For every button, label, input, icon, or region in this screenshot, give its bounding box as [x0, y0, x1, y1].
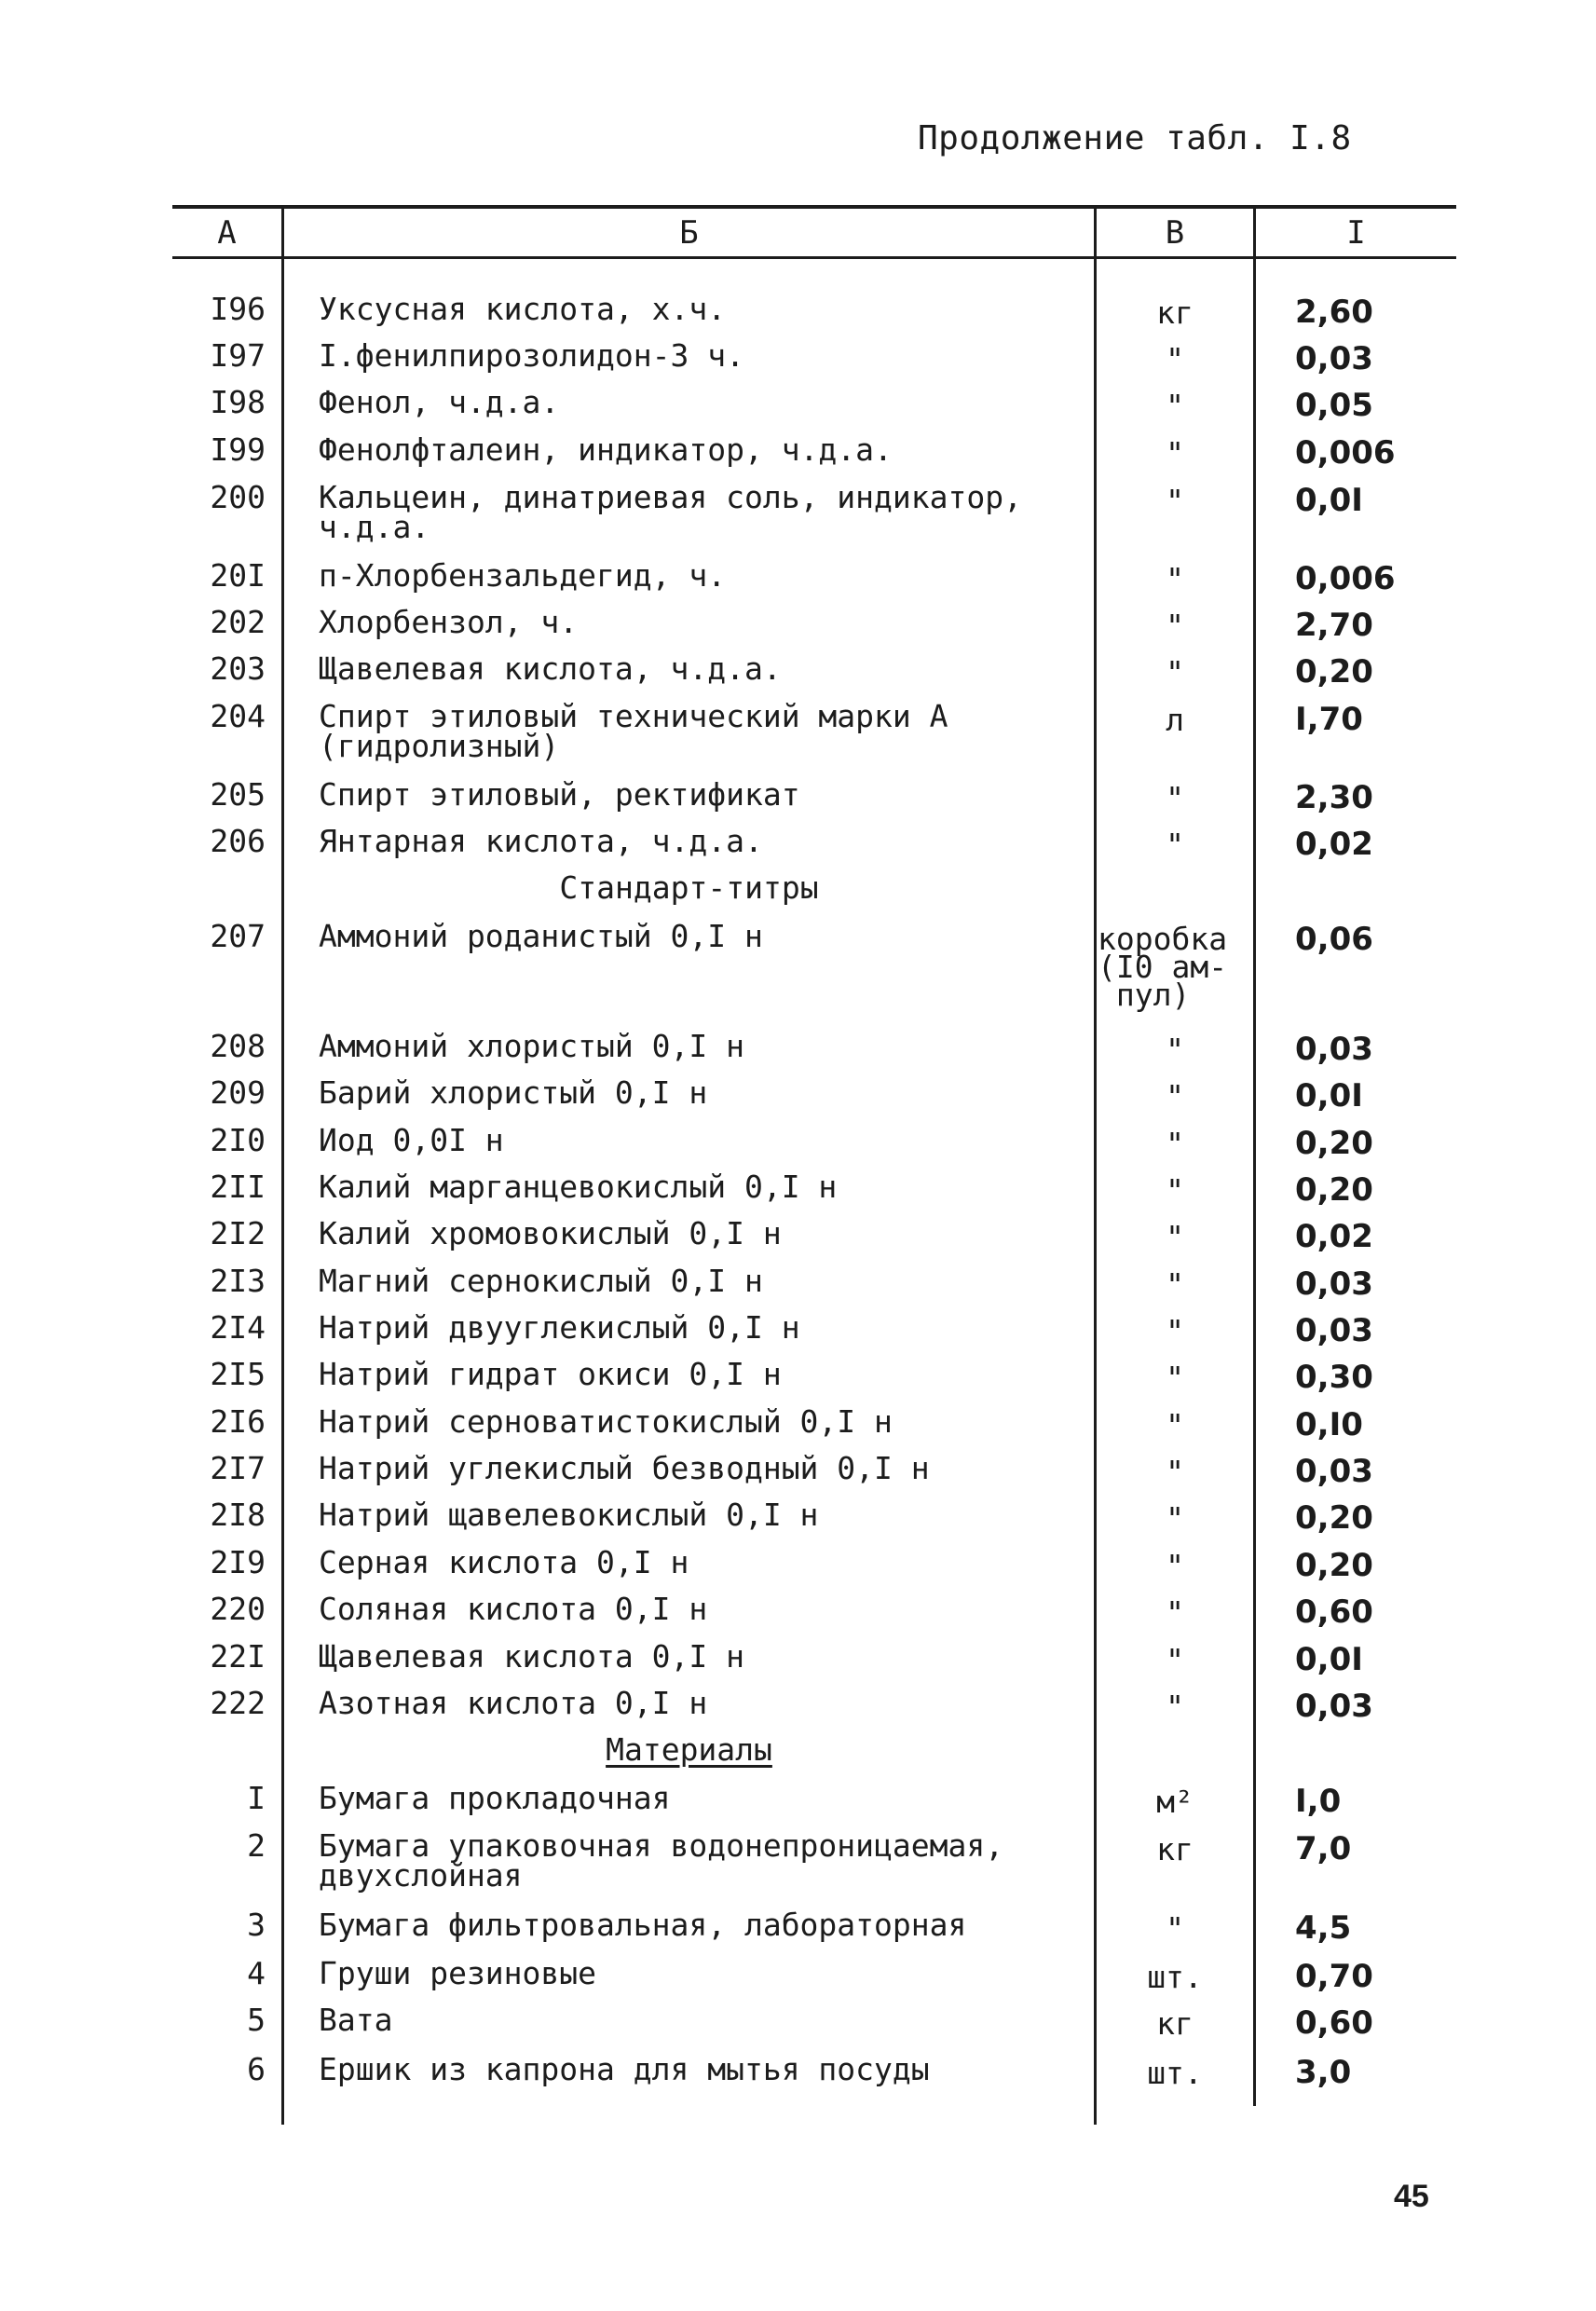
quantity-value: 7,0 — [1295, 1830, 1352, 1867]
item-name: Натрий двууглекислый 0,I н — [319, 1309, 800, 1346]
row-number: 208 — [210, 1028, 266, 1064]
item-name: Бумага прокладочная — [319, 1780, 671, 1816]
row-number: 204 — [210, 698, 266, 734]
row-number: 2I8 — [210, 1497, 266, 1533]
row-number: 2II — [210, 1169, 266, 1205]
row-number: 6 — [247, 2051, 266, 2087]
unit-cell: " — [1166, 1642, 1184, 1678]
row-number: I — [247, 1780, 266, 1816]
row-number: 2I5 — [210, 1356, 266, 1392]
table-caption: Продолжение табл. I.8 — [918, 119, 1352, 157]
unit-cell: " — [1166, 1689, 1184, 1725]
quantity-value: 2,30 — [1295, 779, 1373, 816]
table-header-rule — [172, 256, 1456, 259]
item-name: Иод 0,0I н — [319, 1122, 504, 1158]
unit-cell: " — [1166, 1910, 1184, 1947]
row-number: 2I6 — [210, 1403, 266, 1440]
quantity-value: 0,60 — [1295, 1593, 1373, 1631]
row-number: 207 — [210, 918, 266, 954]
item-name: Кальцеин, динатриевая соль, индикатор, ч.д.а. — [319, 479, 1022, 545]
row-number: I99 — [210, 431, 266, 468]
quantity-value: 0,70 — [1295, 1958, 1373, 1995]
unit-cell: " — [1166, 1454, 1184, 1490]
row-number: 4 — [247, 1955, 266, 1991]
quantity-value: 0,0I — [1295, 482, 1363, 519]
unit-cell: " — [1166, 780, 1184, 816]
item-name: Калий хромовокислый 0,I н — [319, 1215, 782, 1251]
item-name: Натрий гидрат окиси 0,I н — [319, 1356, 782, 1392]
unit-cell: " — [1166, 1078, 1184, 1114]
quantity-value: 0,20 — [1295, 1171, 1373, 1209]
unit-cell: " — [1166, 435, 1184, 472]
unit-cell: " — [1166, 608, 1184, 644]
table-top-rule — [172, 205, 1456, 209]
item-name: I.фенилпирозолидон-3 ч. — [319, 337, 744, 374]
column-header-c: В — [1165, 214, 1185, 252]
quantity-value: 0,03 — [1295, 1688, 1373, 1725]
section-heading: Стандарт-титры — [559, 869, 819, 906]
quantity-value: 0,03 — [1295, 340, 1373, 377]
unit-cell: " — [1166, 1172, 1184, 1209]
item-name: Соляная кислота 0,I н — [319, 1591, 708, 1627]
item-name: п-Хлорбензальдегид, ч. — [319, 557, 727, 594]
quantity-value: 0,20 — [1295, 653, 1373, 691]
item-name: Бумага фильтровальная, лабораторная — [319, 1907, 967, 1943]
page-number: 45 — [1394, 2179, 1429, 2214]
row-number: 205 — [210, 776, 266, 813]
unit-cell: " — [1166, 1313, 1184, 1349]
unit-cell: шт. — [1147, 1959, 1203, 1995]
row-number: 20I — [210, 557, 266, 594]
unit-cell: " — [1166, 1594, 1184, 1631]
quantity-value: 0,02 — [1295, 1218, 1373, 1255]
row-number: 203 — [210, 650, 266, 687]
unit-cell: " — [1166, 341, 1184, 377]
row-number: 3 — [247, 1907, 266, 1943]
unit-cell: " — [1166, 1500, 1184, 1537]
quantity-value: I,0 — [1295, 1783, 1342, 1820]
item-name: Ершик из капрона для мытья посуды — [319, 2051, 930, 2087]
quantity-value: 2,60 — [1295, 294, 1373, 331]
unit-cell: " — [1166, 388, 1184, 424]
item-name: Спирт этиловый, ректификат — [319, 776, 800, 813]
quantity-value: I,70 — [1295, 701, 1363, 738]
item-name: Аммоний роданистый 0,I н — [319, 918, 763, 954]
row-number: 206 — [210, 823, 266, 859]
row-number: 202 — [210, 604, 266, 640]
row-number: I97 — [210, 337, 266, 374]
unit-cell: кг — [1156, 1831, 1194, 1867]
item-name: Вата — [319, 2002, 393, 2038]
row-number: 2I4 — [210, 1309, 266, 1346]
unit-cell: " — [1166, 1126, 1184, 1162]
item-name: Уксусная кислота, х.ч. — [319, 291, 727, 327]
unit-cell: " — [1166, 561, 1184, 597]
quantity-value: 4,5 — [1295, 1909, 1352, 1947]
quantity-value: 2,70 — [1295, 607, 1373, 644]
item-name: Бумага упаковочная водонепроницаемая, двухслойная — [319, 1827, 1004, 1894]
quantity-value: 0,0I — [1295, 1641, 1363, 1678]
column-divider-b — [1094, 205, 1097, 2125]
column-header-a: А — [217, 214, 237, 252]
quantity-value: 0,0I — [1295, 1077, 1363, 1114]
item-name: Натрий углекислый безводный 0,I н — [319, 1450, 930, 1486]
row-number: 22I — [210, 1638, 266, 1675]
unit-cell: " — [1166, 1032, 1184, 1068]
item-name: Груши резиновые — [319, 1955, 597, 1991]
item-name: Аммоний хлористый 0,I н — [319, 1028, 744, 1064]
quantity-value: 0,06 — [1295, 921, 1373, 958]
unit-cell: " — [1166, 1219, 1184, 1255]
quantity-value: 0,03 — [1295, 1265, 1373, 1303]
quantity-value: 0,20 — [1295, 1499, 1373, 1537]
column-header-b: Б — [679, 214, 699, 252]
item-name: Фенол, ч.д.а. — [319, 384, 560, 420]
unit-cell: " — [1166, 654, 1184, 691]
quantity-value: 0,20 — [1295, 1125, 1373, 1162]
item-name: Натрий щавелевокислый 0,I н — [319, 1497, 819, 1533]
row-number: I98 — [210, 384, 266, 420]
item-name: Спирт этиловый технический марки А (гидролизный) — [319, 698, 948, 764]
unit-cell: " — [1166, 1360, 1184, 1396]
column-divider-a — [281, 205, 284, 2125]
item-name: Щавелевая кислота 0,I н — [319, 1638, 744, 1675]
unit-cell: м² — [1156, 1784, 1194, 1820]
quantity-value: 0,03 — [1295, 1312, 1373, 1349]
row-number: 2I3 — [210, 1263, 266, 1299]
row-number: I96 — [210, 291, 266, 327]
row-number: 2I2 — [210, 1215, 266, 1251]
column-divider-c — [1253, 205, 1256, 2106]
row-number: 2I0 — [210, 1122, 266, 1158]
unit-cell: шт. — [1147, 2055, 1203, 2091]
unit-cell: кг — [1156, 294, 1194, 331]
row-number: 5 — [247, 2002, 266, 2038]
row-number: 220 — [210, 1591, 266, 1627]
quantity-value: 0,05 — [1295, 387, 1373, 424]
unit-cell: кг — [1156, 2005, 1194, 2042]
item-name: Серная кислота 0,I н — [319, 1544, 689, 1580]
item-name: Фенолфталеин, индикатор, ч.д.а. — [319, 431, 893, 468]
row-number: 209 — [210, 1074, 266, 1111]
quantity-value: 0,I0 — [1295, 1406, 1363, 1443]
item-name: Янтарная кислота, ч.д.а. — [319, 823, 763, 859]
section-heading: Материалы — [606, 1731, 772, 1768]
quantity-value: 0,20 — [1295, 1547, 1373, 1584]
quantity-value: 0,30 — [1295, 1359, 1373, 1396]
item-name: Азотная кислота 0,I н — [319, 1685, 708, 1721]
unit-cell: " — [1166, 483, 1184, 519]
row-number: 2I7 — [210, 1450, 266, 1486]
item-name: Хлорбензол, ч. — [319, 604, 579, 640]
item-name: Магний сернокислый 0,I н — [319, 1263, 763, 1299]
row-number: 2I9 — [210, 1544, 266, 1580]
item-name: Натрий серноватистокислый 0,I н — [319, 1403, 893, 1440]
row-number: 2 — [247, 1827, 266, 1864]
unit-cell: л — [1166, 702, 1184, 738]
quantity-value: 3,0 — [1295, 2054, 1352, 2091]
row-number: 222 — [210, 1685, 266, 1721]
quantity-value: 0,006 — [1295, 560, 1396, 597]
quantity-value: 0,03 — [1295, 1453, 1373, 1490]
unit-cell: коробка (I0 ам- пул) — [1098, 921, 1228, 1013]
item-name: Калий марганцевокислый 0,I н — [319, 1169, 838, 1205]
item-name: Барий хлористый 0,I н — [319, 1074, 708, 1111]
quantity-value: 0,60 — [1295, 2004, 1373, 2042]
item-name: Щавелевая кислота, ч.д.а. — [319, 650, 782, 687]
unit-cell: " — [1166, 1407, 1184, 1443]
quantity-value: 0,02 — [1295, 826, 1373, 863]
row-number: 200 — [210, 479, 266, 515]
quantity-value: 0,03 — [1295, 1031, 1373, 1068]
unit-cell: " — [1166, 1548, 1184, 1584]
column-header-d: I — [1346, 214, 1366, 252]
quantity-value: 0,006 — [1295, 434, 1396, 472]
unit-cell: " — [1166, 1266, 1184, 1303]
unit-cell: " — [1166, 827, 1184, 863]
